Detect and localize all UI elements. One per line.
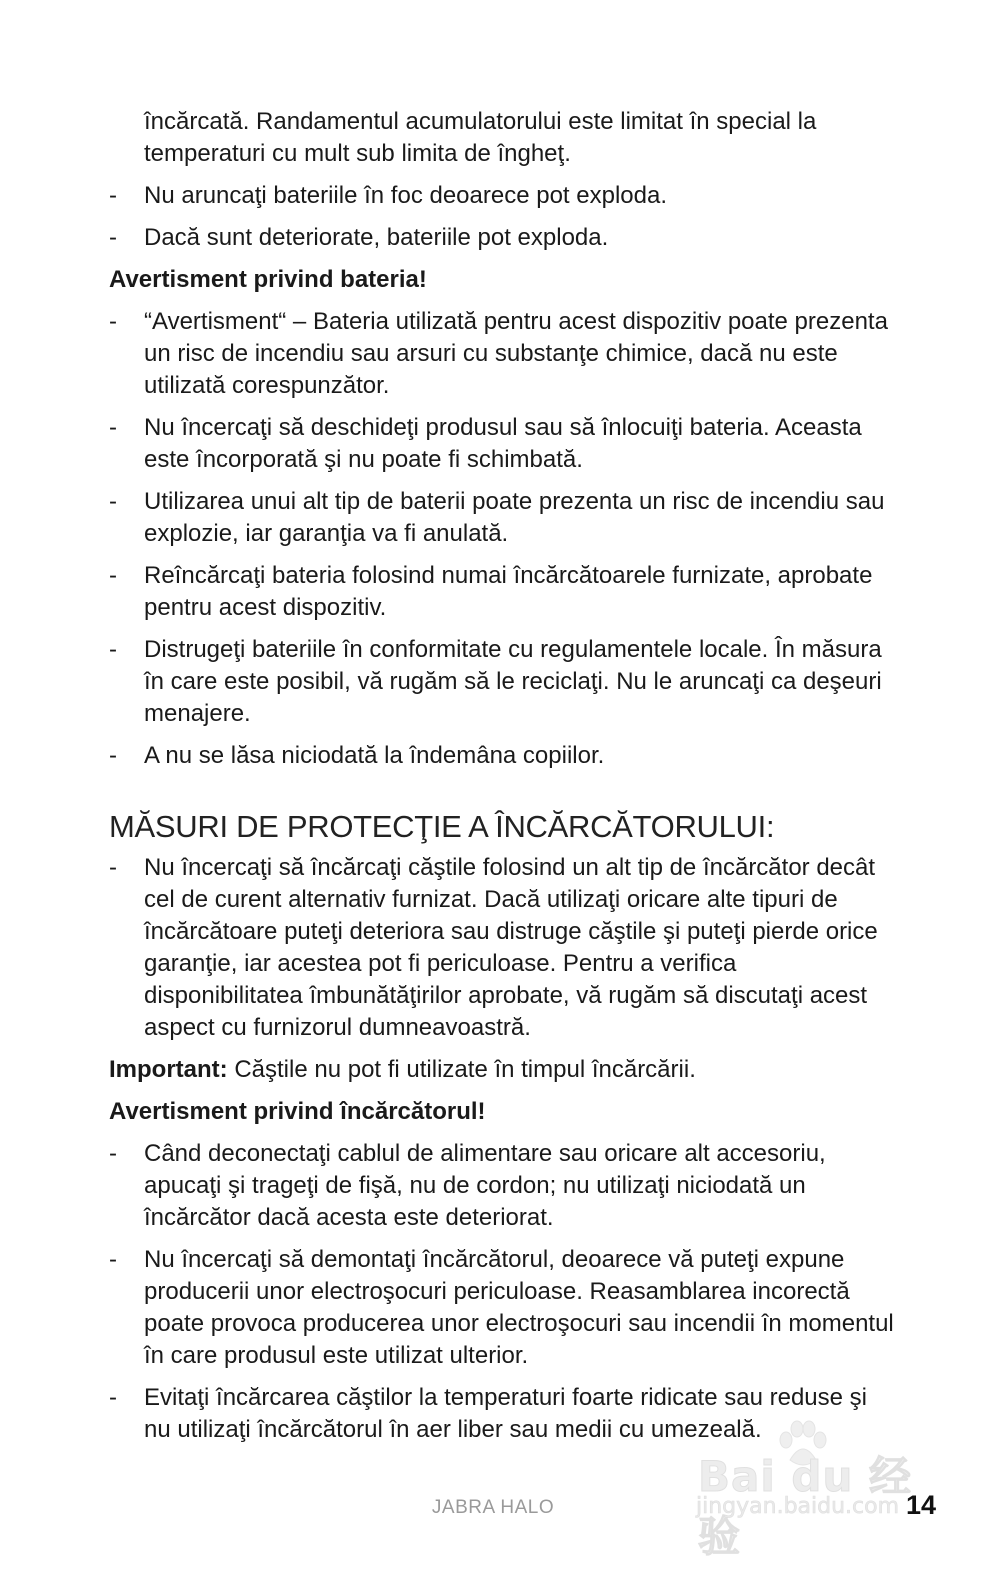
warning-heading: Avertisment privind încărcătorul! bbox=[109, 1098, 486, 1125]
list-item-text: Când deconectaţi cablul de alimentare sau oricare alt accesoriu, apucaţi şi trageţi de fişă, nu de cordon; nu utilizaţi niciodată un încărcător dacă acesta este deteriorat. bbox=[144, 1140, 826, 1231]
important-label: Important: bbox=[109, 1056, 228, 1083]
bullet-dash: - bbox=[109, 308, 117, 335]
list-item-text: Distrugeţi bateriile în conformitate cu regulamentele locale. În măsura în care este posibil, vă rugăm să le reciclaţi. Nu le aruncaţi ca deşeuri menajere. bbox=[144, 636, 882, 727]
list-item bbox=[109, 180, 899, 212]
bullet-dash: - bbox=[109, 414, 117, 441]
list-item-text: A nu se lăsa niciodată la îndemâna copiilor. bbox=[144, 742, 605, 769]
bullet-dash: - bbox=[109, 854, 117, 881]
list-item-text: Nu încercaţi să deschideţi produsul sau să înlocuiţi bateria. Aceasta este încorporată şi nu poate fi schimbată. bbox=[144, 414, 862, 473]
baidu-watermark bbox=[690, 1420, 930, 1561]
watermark-url: jingyan.baidu.com bbox=[696, 1494, 900, 1519]
list-item bbox=[109, 852, 899, 1044]
list-item bbox=[109, 740, 899, 772]
list-item bbox=[109, 634, 899, 730]
list-item-text: Utilizarea unui alt tip de baterii poate prezenta un risc de incendiu sau explozie, iar garanţia va fi anulată. bbox=[144, 488, 885, 547]
list-item bbox=[109, 1244, 899, 1372]
bullet-dash: - bbox=[109, 488, 117, 515]
watermark-logo: Bai du 经验 bbox=[698, 1452, 912, 1561]
list-item-text: Evitaţi încărcarea căştilor la temperaturi foarte ridicate sau reduse şi nu utilizaţi încărcătorul în aer liber sau medii cu umezeală. bbox=[144, 1384, 867, 1443]
list-item-text: Nu încercaţi să demontaţi încărcătorul, deoarece vă puteţi expune producerii unor electroşocuri periculoase. Reasamblarea incorectă poate provoca producerea unor electroşocuri sau incendii în momentul în care produsul este utilizat ulterior. bbox=[144, 1246, 894, 1369]
document-body bbox=[109, 106, 899, 1456]
page-number: 14 bbox=[905, 1490, 936, 1520]
bullet-dash: - bbox=[109, 224, 117, 251]
list-item bbox=[109, 412, 899, 476]
bullet-dash: - bbox=[109, 742, 117, 769]
bullet-dash: - bbox=[109, 1140, 117, 1167]
bullet-dash: - bbox=[109, 562, 117, 589]
bullet-dash: - bbox=[109, 182, 117, 209]
important-text: Căştile nu pot fi utilizate în timpul încărcării. bbox=[227, 1056, 696, 1083]
list-item-text: “Avertisment“ – Bateria utilizată pentru acest dispozitiv poate prezenta un risc de incendiu sau arsuri cu substanţe chimice, dacă nu este utilizată corespunzător. bbox=[144, 308, 888, 399]
bullet-dash: - bbox=[109, 636, 117, 663]
list-item bbox=[109, 222, 899, 254]
bullet-dash: - bbox=[109, 1246, 117, 1273]
list-item bbox=[109, 486, 899, 550]
footer-brand: JABRA HALO bbox=[431, 1497, 555, 1518]
list-item-text: Dacă sunt deteriorate, bateriile pot exploda. bbox=[144, 224, 609, 251]
list-item-continuation: încărcată. Randamentul acumulatorului este limitat în special la temperaturi cu mult sub limita de îngheţ. bbox=[144, 108, 817, 167]
list-item-text: Reîncărcaţi bateria folosind numai încărcătoarele furnizate, aprobate pentru acest dispozitiv. bbox=[144, 562, 873, 621]
list-item-text: Nu încercaţi să încărcaţi căştile folosind un alt tip de încărcător decât cel de curent alternativ furnizat. Dacă utilizaţi oricare alte tipuri de încărcătoare puteţi deteriora sau distruge căştile şi puteţi pierde orice garanţie, iar acestea pot fi periculoase. Pentru a verifica disponibilitatea îmbunătăţirilor aprobate, vă rugăm să discutaţi acest aspect cu furnizorul dumneavoastră. bbox=[144, 854, 878, 1041]
list-item-text: Nu aruncaţi bateriile în foc deoarece pot exploda. bbox=[144, 182, 667, 209]
bullet-dash: - bbox=[109, 1384, 117, 1411]
list-item bbox=[109, 560, 899, 624]
list-item bbox=[109, 306, 899, 402]
list-item bbox=[109, 1138, 899, 1234]
warning-heading: Avertisment privind bateria! bbox=[109, 266, 427, 293]
important-note bbox=[109, 1054, 899, 1086]
section-title: MĂSURI DE PROTECŢIE A ÎNCĂRCĂTORULUI: bbox=[109, 809, 775, 844]
